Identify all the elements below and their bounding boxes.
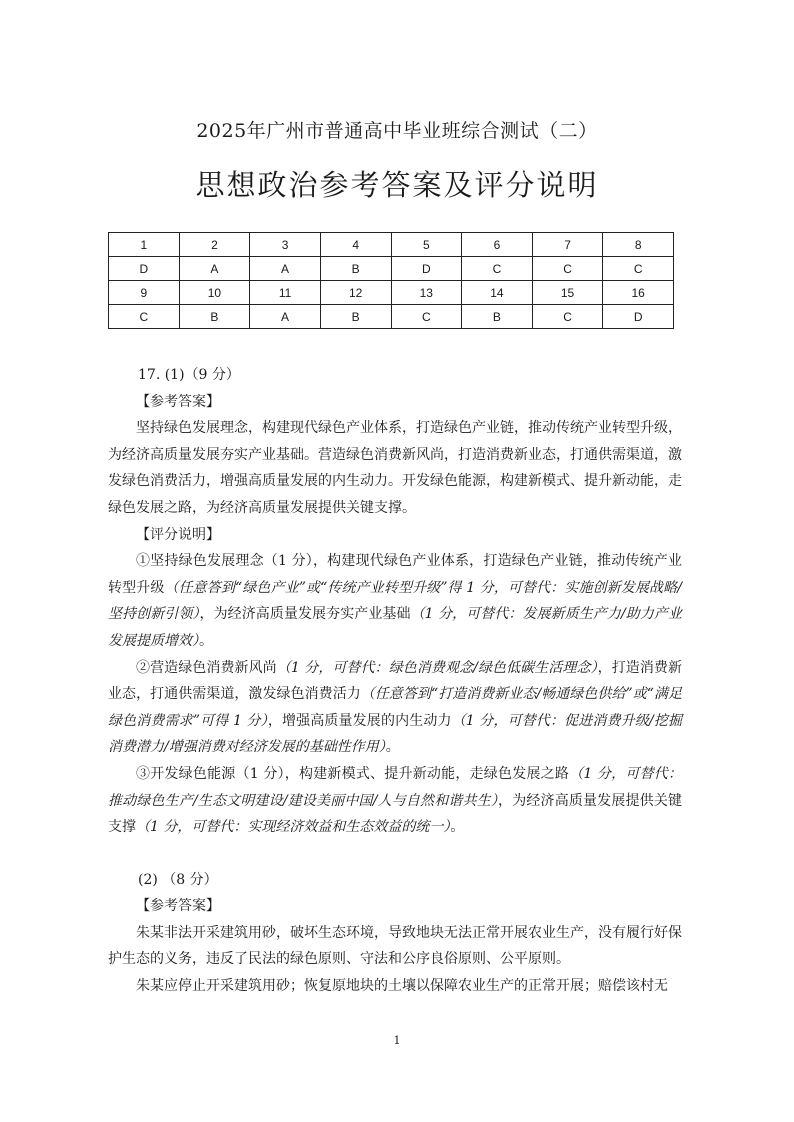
scoring-text: ②营造绿色消费新风尚 bbox=[136, 659, 277, 676]
scoring-notes-label: 【评分说明】 bbox=[136, 526, 220, 543]
answer-table-cell: 13 bbox=[391, 281, 462, 305]
page-number: 1 bbox=[393, 1034, 401, 1047]
answer-table-cell: 5 bbox=[391, 233, 462, 257]
reference-answer-label-2: 【参考答案】 bbox=[136, 898, 220, 915]
answer-table-cell: 15 bbox=[532, 281, 603, 305]
answer-table-cell: 16 bbox=[603, 281, 674, 305]
question-17-1-heading: 17. (1)（9 分） bbox=[138, 367, 240, 383]
exam-title: 2025年广州市普通高中毕业班综合测试（二） bbox=[196, 120, 598, 142]
answer-table-cell: B bbox=[462, 305, 533, 329]
answer-table-cell: 11 bbox=[250, 281, 321, 305]
scoring-text: 。 bbox=[385, 739, 400, 756]
scoring-note: （1 分，可替代：发展新质生产力/助力产业发展提质增效） bbox=[108, 606, 683, 649]
exam-subtitle: 思想政治参考答案及评分说明 bbox=[195, 168, 599, 202]
scoring-note: （1 分，可替代：促进消费升级/挖掘消费潜力/增强消费对经济发展的基础性作用） bbox=[108, 712, 682, 756]
scoring-text: 。 bbox=[450, 819, 465, 836]
scoring-note: （1 分，可替代：绿色消费观念/绿色低碳生活理念） bbox=[276, 659, 598, 676]
question-17-2-heading: (2) （8 分） bbox=[138, 871, 218, 888]
answer-table-cell: C bbox=[109, 305, 180, 329]
reference-answer-text: 坚持绿色发展理念，构建现代绿色产业体系，打造绿色产业链，推动传统产业转型升级，为经济高质量发展夯实产业基础。营造绿色消费新风尚，打造消费新业态，打通供需渠道，激发绿色消费活力，增强高质量发展的内生动力。开发绿色能源，构建新模式、提升新动能，走绿色发展之路，为经济高质量发展提供关键支撑。 bbox=[108, 420, 682, 516]
answer-table-cell: B bbox=[179, 305, 250, 329]
scoring-note: （1 分，可替代：推动绿色生产/生态文明建设/建设美丽中国/人与自然和谐共生） bbox=[108, 765, 683, 809]
scoring-text: ，增强高质量发展的内生动力 bbox=[267, 712, 452, 729]
scoring-text: ①坚持绿色发展理念（1 分），构建现代绿色产业体系，打造绿色产业链，推动传统产业转型升级 bbox=[108, 553, 682, 596]
answer-table-cell: 2 bbox=[179, 233, 250, 257]
answer-table-row bbox=[109, 257, 674, 281]
answer-table-cell: 12 bbox=[320, 281, 391, 305]
scoring-note: （1 分，可替代：实现经济效益和生态效益的统一） bbox=[136, 819, 451, 836]
answer-table-cell: A bbox=[250, 257, 321, 281]
answer-table-cell: D bbox=[109, 257, 180, 281]
answer-table-cell: B bbox=[320, 305, 391, 329]
scoring-point-2 bbox=[108, 655, 682, 761]
scoring-text: ，为经济高质量发展提供关键支撑 bbox=[108, 792, 683, 836]
answer-table-cell: A bbox=[179, 257, 250, 281]
scoring-text: ，打造消费新业态，打通供需渠道，激发绿色消费活力 bbox=[108, 659, 682, 703]
answer-table-cell: 10 bbox=[179, 281, 250, 305]
answer-table-cell: C bbox=[462, 257, 533, 281]
answer-table-row bbox=[109, 305, 674, 329]
answer-table-cell: D bbox=[603, 305, 674, 329]
scoring-point-1 bbox=[108, 548, 682, 654]
answer-table-cell: 7 bbox=[532, 233, 603, 257]
answer-table-cell: C bbox=[532, 305, 603, 329]
answer-table-cell: B bbox=[320, 257, 391, 281]
answer-table-cell: 3 bbox=[250, 233, 321, 257]
answer-table bbox=[108, 232, 674, 329]
answer-table-cell: C bbox=[532, 257, 603, 281]
scoring-note: （任意答到“打造消费新业态/畅通绿色供给”或“满足绿色消费需求”可得 1 分） bbox=[108, 686, 683, 729]
answer-table-cell: 14 bbox=[462, 281, 533, 305]
scoring-text: ，为经济高质量发展夯实产业基础 bbox=[199, 606, 411, 623]
answer-table-row bbox=[109, 281, 674, 305]
answer-body bbox=[108, 362, 682, 1000]
answer-table-row bbox=[109, 233, 674, 257]
scoring-text: ③开发绿色能源（1 分），构建新模式、提升新动能，走绿色发展之路 bbox=[136, 765, 570, 782]
answer-table-cell: 1 bbox=[109, 233, 180, 257]
answer-table-cell: C bbox=[391, 305, 462, 329]
answer-table-cell: 8 bbox=[603, 233, 674, 257]
reference-answer-label: 【参考答案】 bbox=[136, 393, 220, 410]
answer-table-cell: 4 bbox=[320, 233, 391, 257]
answer-table-cell: D bbox=[391, 257, 462, 281]
reference-answer-2-paragraph-2: 朱某应停止开采建筑用砂；恢复原地块的土壤以保障农业生产的正常开展；赔偿该村无 bbox=[136, 978, 668, 995]
scoring-text: 。 bbox=[199, 632, 213, 649]
answer-table-cell: 6 bbox=[462, 233, 533, 257]
section-spacer bbox=[108, 841, 682, 867]
reference-answer-2-paragraph-1: 朱某非法开采建筑用砂，破坏生态环境，导致地块无法正常开展农业生产，没有履行好保护生态的义务，违反了民法的绿色原则、守法和公序良俗原则、公平原则。 bbox=[108, 924, 682, 968]
scoring-point-3 bbox=[108, 761, 682, 841]
answer-table-cell: A bbox=[250, 305, 321, 329]
scoring-note: （任意答到“绿色产业”或“传统产业转型升级”得 1 分，可替代：实施创新发展战略/坚持创新引领） bbox=[108, 579, 682, 623]
answer-table-cell: 9 bbox=[109, 281, 180, 305]
answer-table-cell: C bbox=[603, 257, 674, 281]
